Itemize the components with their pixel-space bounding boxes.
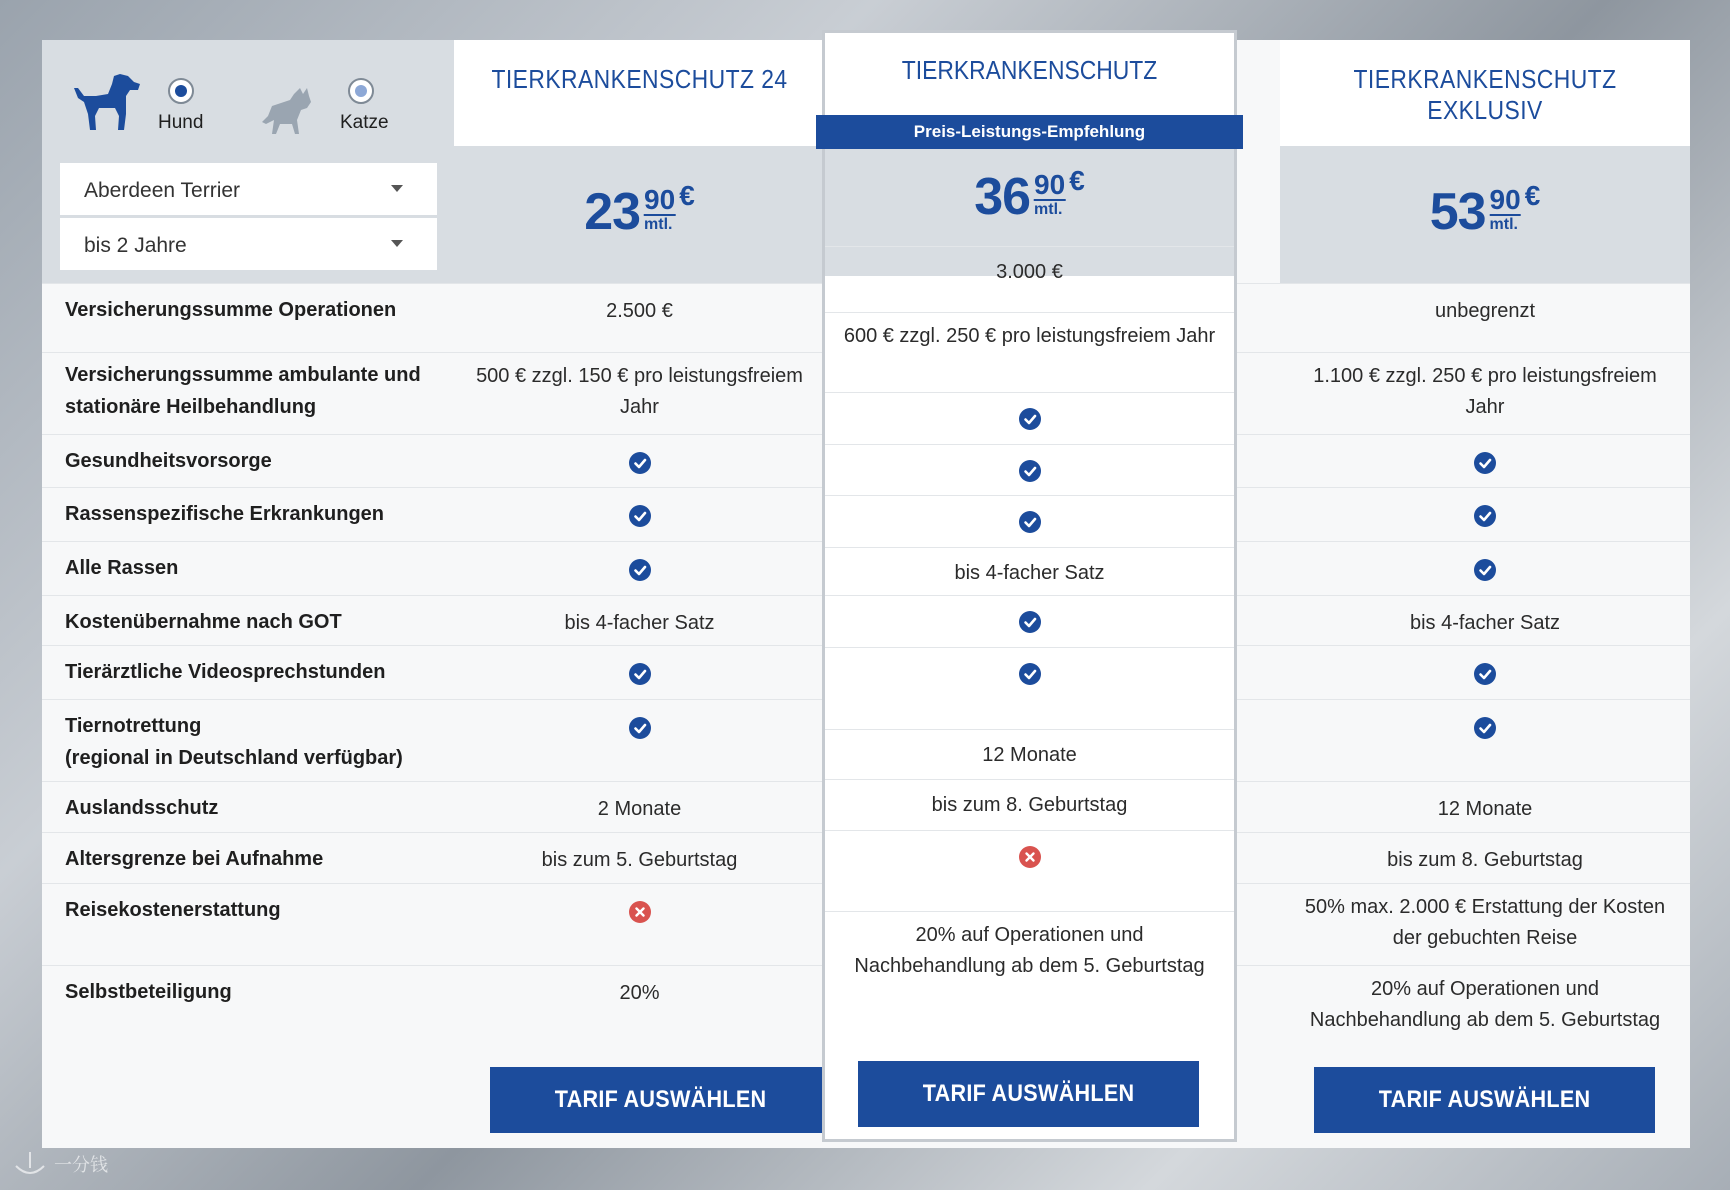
x-circle-icon [629, 901, 651, 923]
plan-column-featured [822, 30, 1237, 1142]
check-circle-icon [1474, 717, 1496, 739]
feature-value [454, 896, 825, 927]
feature-row [825, 495, 1234, 547]
feature-label: Alle Rassen [65, 557, 179, 579]
feature-value: 2 Monate [597, 798, 682, 820]
price-period: mtl. [1489, 216, 1519, 233]
check-circle-icon [629, 505, 651, 527]
pet-option-cat[interactable] [260, 70, 440, 140]
feature-label: Kostenübernahme nach GOT [65, 611, 342, 633]
feature-value: unbegrenzt [1434, 300, 1536, 322]
check-circle-icon [1474, 452, 1496, 474]
feature-value [454, 554, 825, 585]
check-circle-icon [1474, 505, 1496, 527]
price-period: mtl. [1034, 201, 1063, 218]
price-period: mtl. [644, 216, 673, 233]
price-decimal: 90 [644, 184, 676, 215]
plan-header-24 [454, 40, 825, 283]
feature-value [1280, 447, 1690, 478]
feature-value [825, 403, 1234, 434]
feature-row [825, 246, 1234, 312]
feature-label: Versicherungssumme Operationen [65, 299, 397, 321]
feature-value [825, 606, 1234, 637]
price-decimal: 90 [1489, 184, 1521, 215]
price-decimal: 90 [1034, 169, 1066, 200]
feature-row [825, 444, 1234, 495]
feature-value: bis 4-facher Satz [564, 612, 715, 634]
feature-row [825, 779, 1234, 830]
feature-value: bis 4-facher Satz [954, 562, 1105, 584]
plan-price [1430, 182, 1541, 242]
feature-value [1280, 500, 1690, 531]
price-integer: 36 [974, 168, 1031, 226]
chevron-down-icon [391, 240, 403, 247]
check-circle-icon [1019, 663, 1041, 685]
price-integer: 53 [1429, 183, 1486, 241]
feature-value: bis zum 8. Geburtstag [931, 794, 1128, 816]
feature-value: bis zum 5. Geburtstag [541, 849, 738, 871]
feature-value: bis 4-facher Satz [1409, 612, 1561, 634]
feature-row [825, 595, 1234, 647]
feature-value [825, 506, 1234, 537]
check-circle-icon [1019, 460, 1041, 482]
feature-value: 12 Monate [1437, 798, 1533, 820]
select-tariff-24-button[interactable]: TARIF AUSWÄHLEN [490, 1067, 831, 1133]
breed-select[interactable] [60, 163, 437, 215]
feature-row [825, 647, 1234, 729]
check-circle-icon [1019, 611, 1041, 633]
watermark: 一分钱 [12, 1150, 108, 1178]
feature-value: 1.100 € zzgl. 250 € pro leistungsfreiem Jahr [1313, 365, 1657, 418]
chevron-down-icon [391, 185, 403, 192]
x-circle-icon [1019, 846, 1041, 868]
check-circle-icon [629, 452, 651, 474]
check-circle-icon [1019, 408, 1041, 430]
check-circle-icon [629, 559, 651, 581]
feature-row [825, 547, 1234, 595]
price-currency: € [679, 180, 695, 211]
recommendation-badge: Preis-Leistungs-Empfehlung [816, 115, 1243, 149]
feature-value: 500 € zzgl. 150 € pro leistungsfreiem Jahr [476, 365, 803, 418]
price-currency: € [1524, 180, 1541, 211]
feature-value [454, 712, 825, 743]
feature-label: Tiernotrettung (regional in Deutschland verfügbar) [65, 715, 403, 769]
dog-icon [72, 70, 142, 132]
feature-value [454, 658, 825, 689]
feature-value: 20% auf Operationen und Nachbehandlung ab dem 5. Geburtstag [854, 924, 1205, 977]
feature-label: Versicherungssumme ambulante und stationäre Heilbehandlung [65, 364, 421, 418]
feature-value [454, 500, 825, 531]
download-icon [12, 1150, 48, 1178]
dog-radio[interactable] [168, 78, 194, 104]
cat-label: Katze [340, 112, 389, 133]
plan-price [974, 167, 1085, 227]
price-integer: 23 [584, 183, 641, 241]
feature-value: 600 € zzgl. 250 € pro leistungsfreiem Jahr [843, 325, 1216, 347]
breed-value: Aberdeen Terrier [84, 179, 241, 202]
feature-value: 3.000 € [996, 261, 1063, 283]
feature-label: Tierärztliche Videosprechstunden [65, 661, 386, 683]
pet-option-dog[interactable] [72, 70, 252, 140]
check-circle-icon [1019, 511, 1041, 533]
select-tariff-featured-button[interactable]: TARIF AUSWÄHLEN [858, 1061, 1199, 1127]
plan-title: TIERKRANKENSCHUTZ EXKLUSIV [1353, 64, 1617, 125]
feature-value: 12 Monate [982, 744, 1077, 766]
price-currency: € [1069, 165, 1085, 196]
select-tariff-exklusiv-button[interactable]: TARIF AUSWÄHLEN [1314, 1067, 1655, 1133]
feature-value [1280, 658, 1690, 689]
feature-value [1280, 554, 1690, 585]
plan-price [584, 182, 695, 242]
feature-value [825, 658, 1234, 689]
feature-label: Altersgrenze bei Aufnahme [65, 848, 324, 870]
feature-value: 20% auf Operationen und Nachbehandlung ab dem 5. Geburtstag [1309, 978, 1661, 1031]
feature-row [825, 911, 1234, 999]
plan-title: TIERKRANKENSCHUTZ 24 [491, 64, 788, 94]
feature-value: 2.500 € [606, 300, 673, 322]
feature-value: 50% max. 2.000 € Erstattung der Kosten der gebuchten Reise [1304, 896, 1666, 949]
check-circle-icon [1474, 663, 1496, 685]
plan-header-exklusiv [1280, 40, 1690, 283]
feature-label: Rassenspezifische Erkrankungen [65, 503, 385, 525]
check-circle-icon [1474, 559, 1496, 581]
cat-icon [260, 84, 316, 146]
feature-value [454, 447, 825, 478]
feature-label: Reisekostenerstattung [65, 899, 281, 921]
plan-title: TIERKRANKENSCHUTZ [901, 55, 1158, 85]
pet-selector [42, 40, 454, 283]
dog-label: Hund [158, 112, 204, 133]
feature-label: Gesundheitsvorsorge [65, 450, 272, 472]
check-circle-icon [629, 717, 651, 739]
feature-value [825, 841, 1234, 872]
feature-label: Auslandsschutz [65, 797, 219, 819]
feature-row [825, 392, 1234, 444]
feature-value: 20% [619, 982, 660, 1004]
feature-value: bis zum 8. Geburtstag [1387, 849, 1583, 871]
age-select[interactable] [60, 218, 437, 270]
feature-label: Selbstbeteiligung [65, 981, 232, 1003]
feature-value [825, 455, 1234, 486]
cat-radio[interactable] [348, 78, 374, 104]
check-circle-icon [629, 663, 651, 685]
feature-row [825, 830, 1234, 911]
feature-row [825, 312, 1234, 392]
age-value: bis 2 Jahre [84, 234, 187, 257]
feature-sublabel: (regional in Deutschland verfügbar) [65, 747, 403, 769]
feature-row [825, 729, 1234, 779]
feature-value [1280, 712, 1690, 743]
